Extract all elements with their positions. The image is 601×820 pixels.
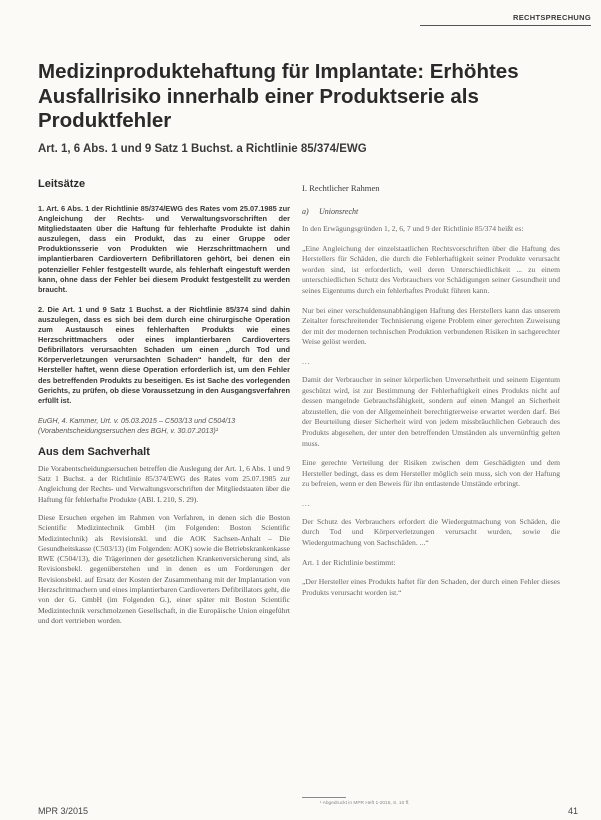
quote-paragraph-2: Nur bei einer verschuldensunabhängigen Haftung des Herstellers kann das unserem Zeitalter fortschreitender Technisierung eigene Problem einer gerechten Zuweisung der mit der modernen technischen Produktion verbundenen Risiken in sachgerechter Weise gelöst werden.: [302, 305, 560, 347]
ellipsis-2: ...: [302, 498, 311, 508]
journal-issue: MPR 3/2015: [38, 806, 89, 816]
leitsatz-1: 1. Art. 6 Abs. 1 der Richtlinie 85/374/EWG des Rates vom 25.07.1985 zur Angleichung der Rechts- und Verwaltungsvorschriften der Mitgliedstaaten über die Haftung für fehlerhafte Produkte ist dahin auszulegen, dass ein Produkt, das zu einer Gruppe oder Produktionsserie von Produkten wie Herzschrittmachern und implantierbaren Cardiovertern Defibrillatoren gehört, bei denen ein potenzieller Fehler festgestellt wurde, als fehlerhaft eingestuft werden kann, ohne dass der Fehler bei diesem Produkt festgestellt zu werden braucht.: [38, 204, 290, 294]
footnote: ¹ Abgedruckt in MPR Heft 1-2015, S. 10 ff.: [320, 801, 410, 806]
article-intro: Art. 1 der Richtlinie bestimmt:: [302, 557, 396, 567]
body-paragraph-1: Die Vorabentscheidungsersuchen betreffen die Auslegung der Art. 1, 6 Abs. 1 und 9 Satz 1 Buchst. a der Richtlinie 85/374/EWG des Rates vom 25.07.1985 zur Angleichung der Rechts- und Verwaltungsvorschriften der Mitgliedstaaten über die Haftung für fehlerhafte Produkte (ABl. L 210, S. 29).: [38, 463, 290, 504]
body-paragraph-2: Diese Ersuchen ergehen im Rahmen von Verfahren, in denen sich die Boston Scientific Medizintechnik GmbH (im Folgenden: Boston Scientific Medizintechnik) als Revisionskl. und die AOK Sachsen-Anhalt – Die Gesundheitskasse (C503/13) (im Folgenden: AOK) sowie die Betriebskrankenkasse RWE (C504/13), die Trägerinnen der gesetzlichen Krankenversicherung sind, als Revisionsbekl. gegenüberstehen und in denen es um Forderungen der Revisionsbekl. auf Ersatz der Kosten der Zusammenhang mit der Implantation von Herzschrittmachern und eines implantierbaren Cardioverters Defibrillators geht, die von der G. GmbH (im Folgenden G.), einer später mit Boston Scientific Medizintechnik verschmolzenen Gesellschaft, in die Europäische Union eingeführt und dort vertrieben worden.: [38, 512, 290, 625]
intro-paragraph: In den Erwägungsgründen 1, 2, 6, 7 und 9 der Richtlinie 85/374 heißt es:: [302, 224, 524, 233]
page-number: 41: [568, 806, 579, 816]
subsection-label: a): [302, 207, 309, 216]
quote-paragraph-3: Damit der Verbraucher in seiner körperlichen Unversehrtheit und seinem Eigentum geschützt wird, ist zur Bestimmung der Fehlerhaftigkeit eines Produkts nicht auf dessen mangelnde Gebrauchsfähigkeit, sondern auf einen Mangel an Sicherheit abzustellen, die von der Allgemeinheit berechtigterweise erwartet werden darf. Bei der Beurteilung dieser Sicherheit wird von jedem missbräuchlichen Gebrauch des Produkts abgesehen, der unter den betreffenden Umständen als unvernünftig gelten muss.: [302, 374, 560, 448]
quote-paragraph-1: „Eine Angleichung der einzelstaatlichen Rechtsvorschriften über die Haftung des Herstellers für Schäden, die durch die Fehlerhaftigkeit seiner Produkte verursacht worden sind, ist erforderlich, weil deren Unterschiedlichkeit ... zu einem unterschiedlichen Schutz des Verbrauchers vor Schädigungen seiner Gesundheit und seines Eigentums durch ein fehlerhaftes Produkt führen kann.: [302, 243, 560, 295]
footnote-rule: [302, 797, 346, 798]
ellipsis-1: ...: [302, 356, 311, 366]
subsection-title: Unionsrecht: [319, 207, 359, 216]
section-heading-rechtlicher-rahmen: I. Rechtlicher Rahmen: [302, 183, 380, 193]
subsection-heading-unionsrecht: [302, 207, 560, 216]
sachverhalt-heading: Aus dem Sachverhalt: [38, 445, 150, 458]
quote-paragraph-5: Der Schutz des Verbrauchers erfordert die Wiedergutmachung von Schäden, die durch Tod und Körperverletzungen verursacht wurden, sowie die Wiedergutmachung von Sachschäden. ...“: [302, 516, 560, 548]
article-subtitle: Art. 1, 6 Abs. 1 und 9 Satz 1 Buchst. a Richtlinie 85/374/EWG: [38, 143, 367, 155]
court-citation: EuGH, 4. Kammer, Urt. v. 05.03.2015 – C503/13 und C504/13 (Vorabentscheidungsersuchen des BGH, v. 30.07.2013)¹: [38, 415, 236, 435]
header-rule: [420, 25, 591, 26]
article-title: Medizinproduktehaftung für Implantate: Erhöhtes Ausfallrisiko innerhalb einer Produktserie als Produktfehler: [38, 60, 519, 132]
leitsaetze-heading: Leitsätze: [38, 178, 86, 190]
quote-paragraph-4: Eine gerechte Verteilung der Risiken zwischen dem Geschädigten und dem Hersteller bedingt, dass es dem Hersteller möglich sein muss, sich von der Haftung zu befreien, wenn er den Beweis für ihn entlastende Umstände erbringt.: [302, 458, 560, 489]
leitsatz-2: 2. Die Art. 1 und 9 Satz 1 Buchst. a der Richtlinie 85/374 sind dahin auszulegen, dass es sich bei dem durch eine chirurgische Operation zum Austausch eines fehlerhaften Produkts wie eines Herzschrittmachers oder eines implantierbaren Cardioverters Defibrillators verursachten Schaden um einen „durch Tod und Körperverletzungen verursachten Schaden“ handelt, für den der Hersteller haftet, wenn diese Operation erforderlich ist, um den Fehler des betreffenden Produkts zu beseitigen. Es ist Sache des vorlegenden Gerichts, zu prüfen, ob diese Voraussetzung in den Ausgangsverfahren erfüllt ist.: [38, 304, 290, 405]
left-column: [38, 178, 290, 634]
section-label: RECHTSPRECHUNG: [513, 13, 591, 22]
quote-paragraph-6: „Der Hersteller eines Produkts haftet für den Schaden, der durch einen Fehler dieses Produkts verursacht worden ist.“: [302, 577, 560, 597]
right-column: [302, 183, 560, 607]
